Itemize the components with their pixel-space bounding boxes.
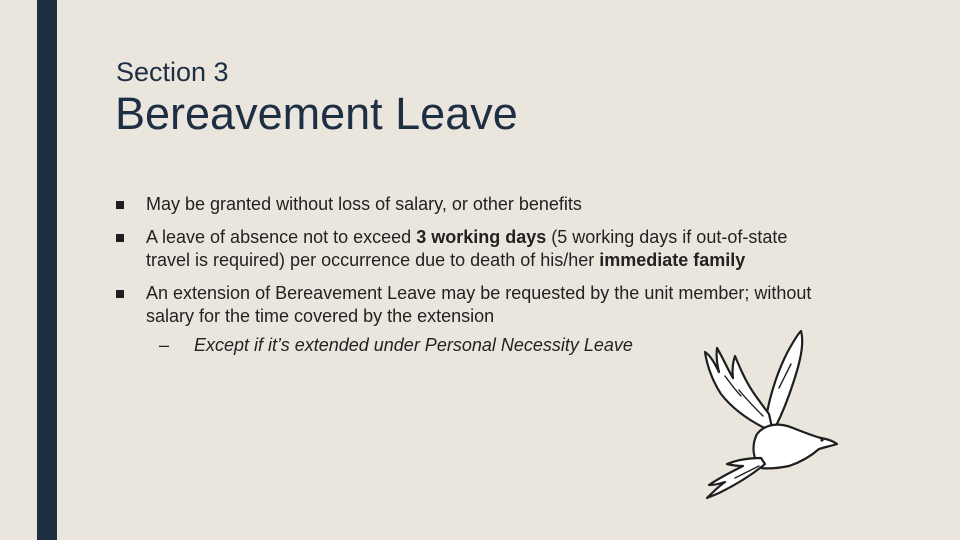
section-subtitle: Section 3 [116,57,229,87]
bullet-segment: An extension of Bereavement Leave may be requested by the unit member; without salary for the time covered by the extension [146,283,812,326]
bullet-text [146,194,582,214]
bullet-item [115,226,835,272]
bullet-segment: May be granted without loss of salary, or other benefits [146,194,582,214]
dash-bullet-icon: – [159,335,170,355]
bullet-text [146,227,787,270]
sub-bullet-text: Except if it’s extended under Personal Necessity Leave [194,335,633,355]
slide-title: Bereavement Leave [115,88,518,139]
accent-bar [37,0,57,540]
dove-icon [695,328,845,503]
bullet-segment-bold: immediate family [599,250,746,270]
square-bullet-icon [116,201,124,209]
square-bullet-icon [116,290,124,298]
bullet-segment: (5 working days if out-of-state travel is required) per occurrence due to death of his/her [146,227,788,270]
square-bullet-icon [116,234,124,242]
bullet-segment-bold: 3 working days [416,227,547,247]
bullet-item [115,193,835,216]
bullet-text [146,283,811,326]
bullet-segment: A leave of absence not to exceed [146,227,417,247]
